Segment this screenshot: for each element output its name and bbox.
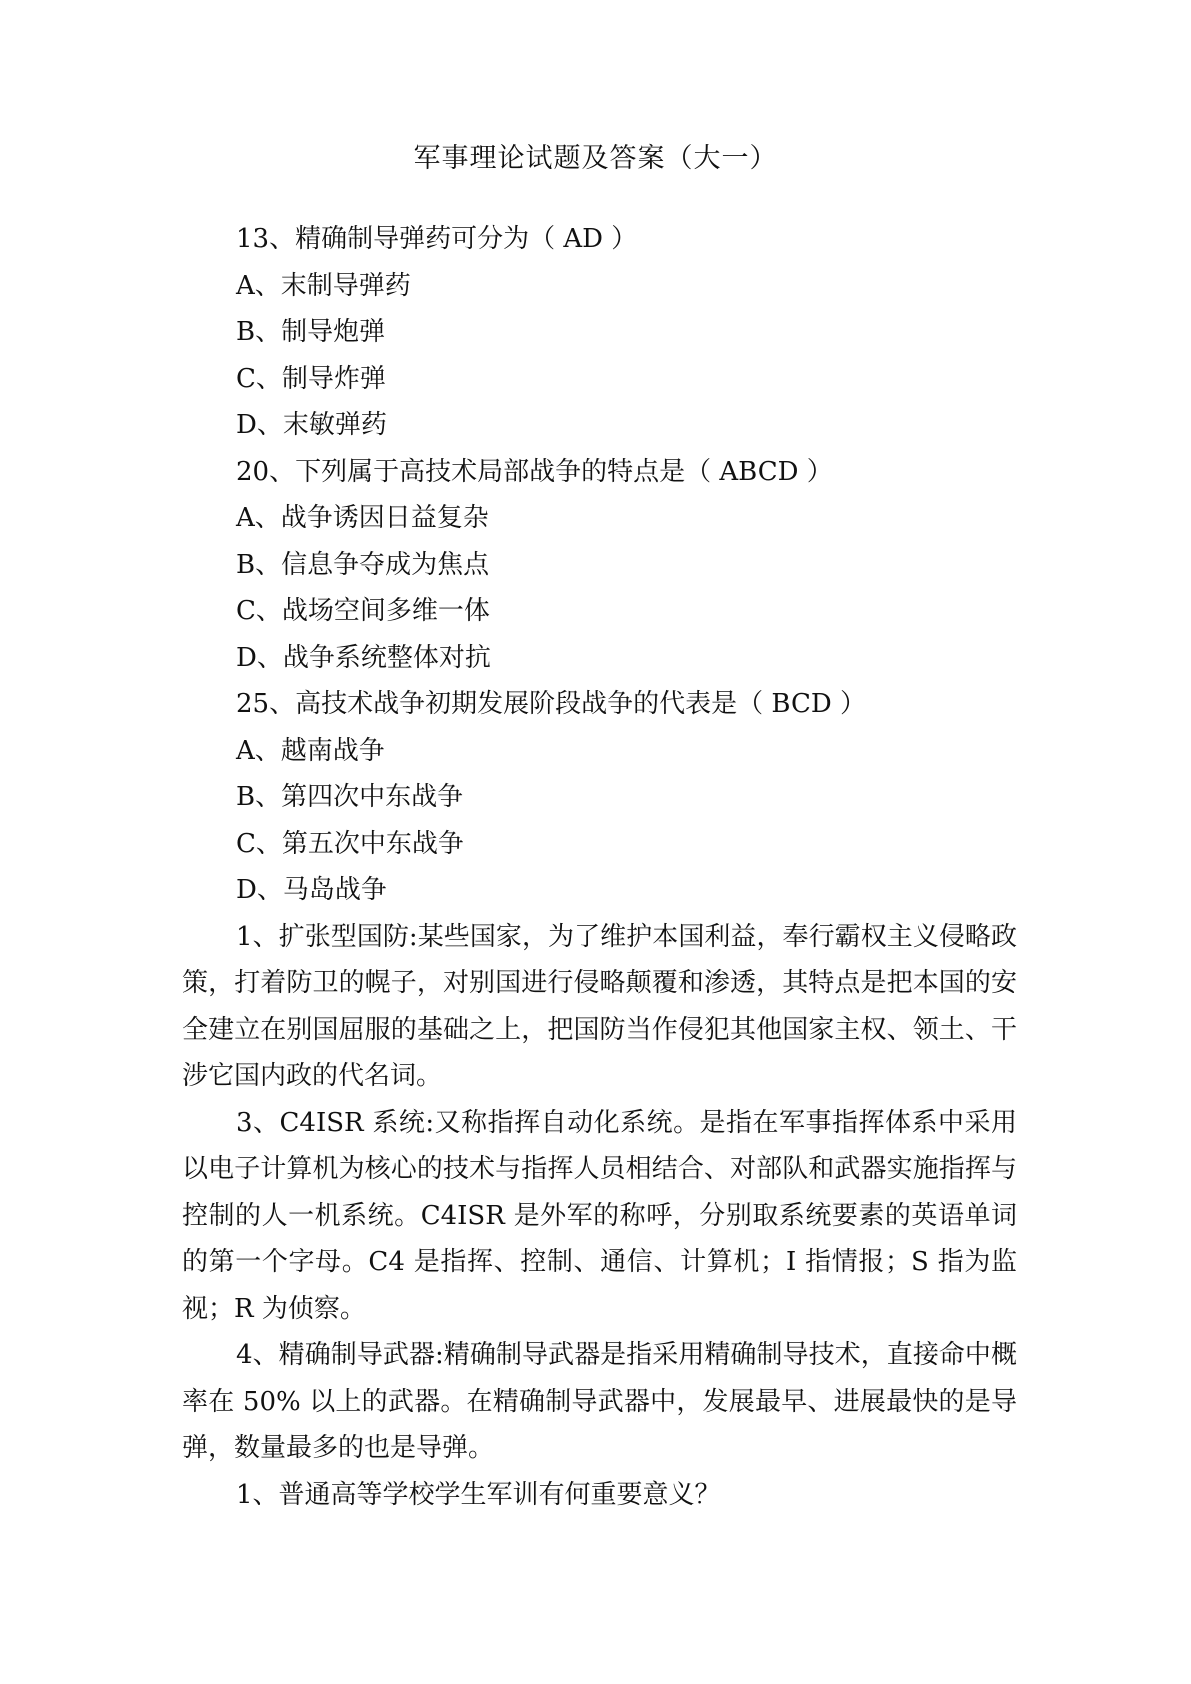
question-stem: 25、高技术战争初期发展阶段战争的代表是（ BCD ） — [236, 689, 866, 719]
option-c: C、制导炸弹 — [236, 363, 386, 394]
option-b: B、信息争夺成为焦点 — [236, 549, 490, 580]
option-c: C、第五次中东战争 — [236, 828, 464, 859]
option-b: B、制导炮弹 — [236, 317, 386, 347]
option-d: D、马岛战争 — [236, 875, 387, 905]
question-20 — [182, 449, 1017, 682]
definition-precision-guided-weapon: 4、精确制导武器:精确制导武器是指采用精确制导技术，直接命中概率在 50% 以上的武器。在精确制导武器中，发展最早、进展最快的是导弹，数量最多的也是导弹。 — [182, 1340, 1017, 1463]
option-d: D、末敏弹药 — [236, 410, 387, 440]
option-a: A、越南战争 — [236, 735, 385, 766]
definition-c4isr-system: 3、C4ISR 系统:又称指挥自动化系统。是指在军事指挥体系中采用以电子计算机为核心的技术与指挥人员相结合、对部队和武器实施指挥与控制的人一机系统。C4ISR 是外军的称呼，分别取系统要素的英语单词的第一个字母。C4 是指挥、控制、通信、计算机；I 指情报；S 指为监视；R 为侦察。 — [182, 1107, 1017, 1324]
option-a: A、末制导弹药 — [236, 270, 411, 301]
option-d: D、战争系统整体对抗 — [236, 642, 491, 673]
question-25 — [182, 681, 1017, 914]
question-stem: 20、下列属于高技术局部战争的特点是（ ABCD ） — [236, 456, 833, 487]
question-stem: 13、精确制导弹药可分为（ AD ） — [236, 224, 638, 254]
document-title: 军事理论试题及答案（大一） — [413, 143, 778, 174]
definition-expansionist-defense: 1、扩张型国防:某些国家，为了维护本国利益，奉行霸权主义侵略政策，打着防卫的幌子，对别国进行侵略颠覆和渗透，其特点是把本国的安全建立在别国屈服的基础之上，把国防当作侵犯其他国家主权、领土、干涉它国内政的代名词。 — [182, 921, 1017, 1091]
document-body — [182, 216, 1017, 1518]
short-answer-question: 1、普通高等学校学生军训有何重要意义？ — [236, 1479, 721, 1510]
option-a: A、战争诱因日益复杂 — [236, 503, 489, 533]
question-13 — [182, 216, 1017, 449]
option-c: C、战场空间多维一体 — [236, 596, 490, 626]
option-b: B、第四次中东战争 — [236, 782, 464, 812]
